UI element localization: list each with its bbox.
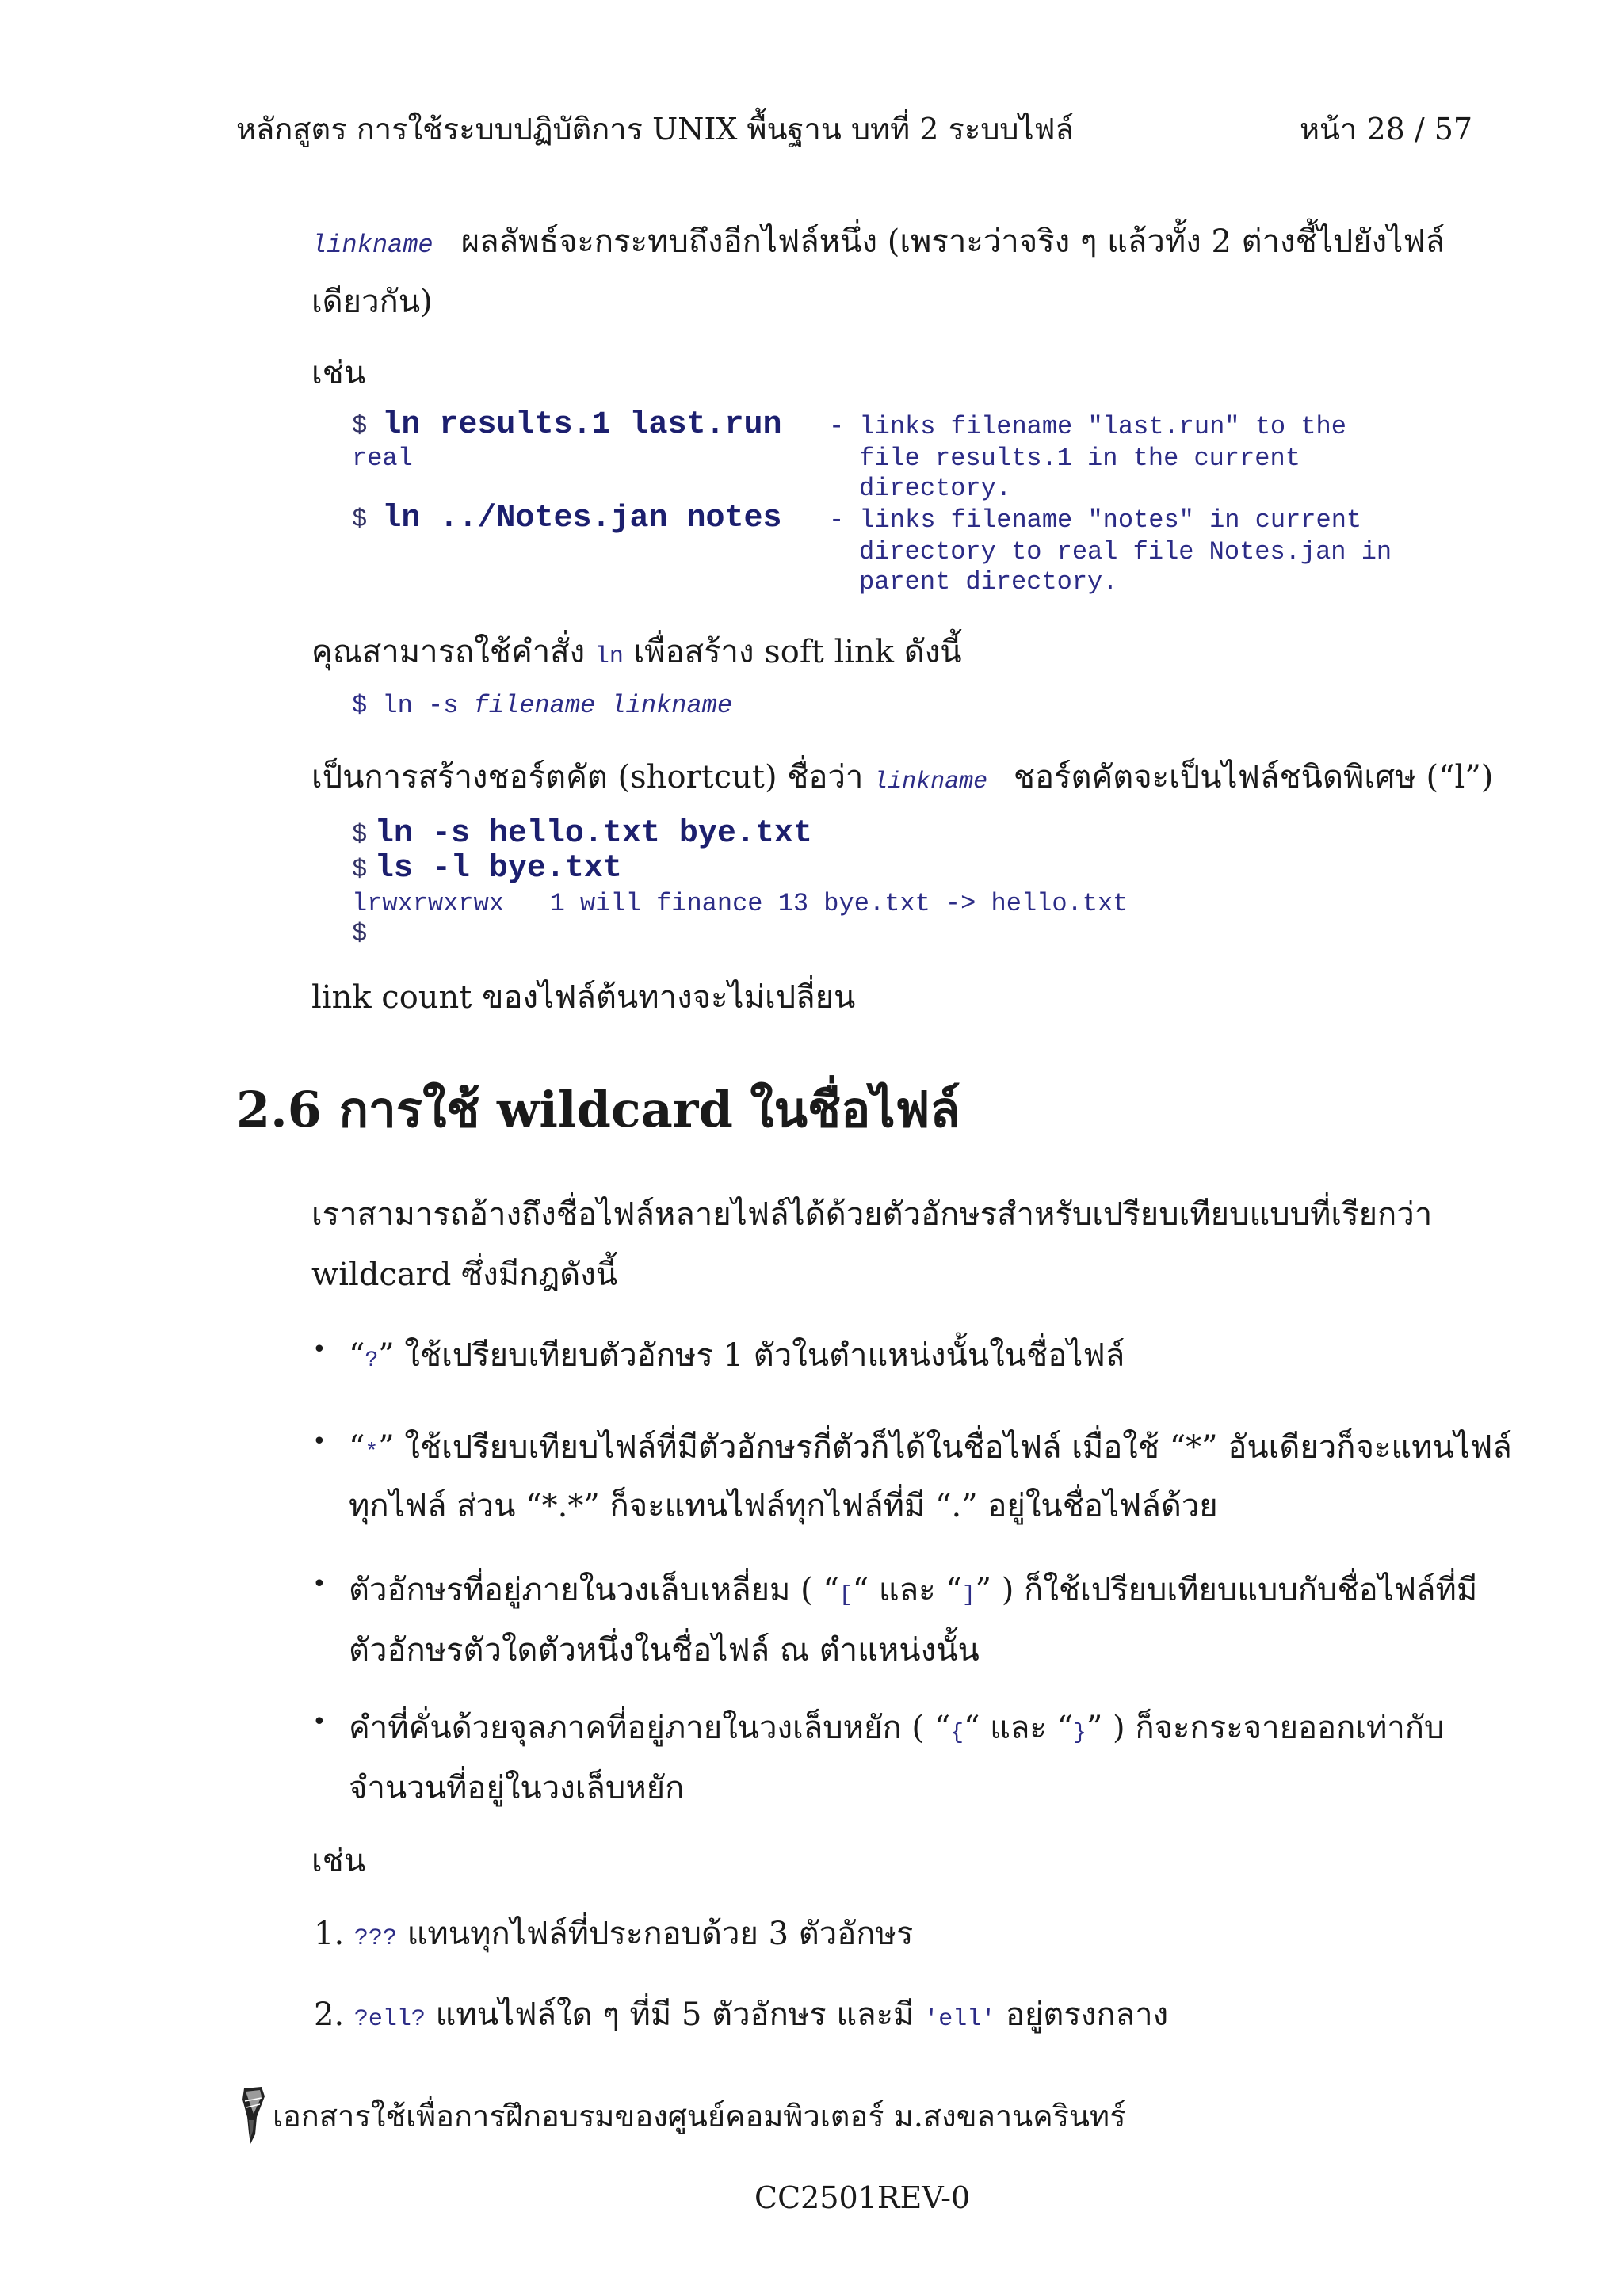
syntax-arg-linkname: linkname <box>610 691 733 720</box>
bullet-item-4 <box>349 1702 1444 1753</box>
bullet-text: ” ใช้เปรียบเทียบตัวอักษร 1 ตัวในตำแหน่งนั้นในชื่อไฟล์ <box>378 1337 1125 1374</box>
terminal-line-2 <box>352 851 1303 887</box>
bullet-item-4-line2: จำนวนที่อยู่ในวงเล็บหยัก <box>349 1770 685 1806</box>
prompt: $ <box>352 820 368 849</box>
section-intro-2: wildcard ซึ่งมีกฎดังนี้ <box>311 1257 618 1293</box>
numbered-item-1 <box>314 1908 913 1958</box>
bullet-item-1 <box>349 1329 1125 1380</box>
bullet-text: “ และ “ <box>852 1572 962 1608</box>
shortcut-code: linkname <box>873 769 988 795</box>
wildcard-code: ] <box>961 1583 976 1608</box>
bullet-text: ” ) ก็จะกระจายออกเท่ากับ <box>1086 1710 1445 1746</box>
command: ls -l bye.txt <box>374 851 622 887</box>
ln-example-desc-1a: - links filename "last.run" to the <box>829 412 1346 441</box>
pattern-code: ?ell? <box>353 2006 426 2033</box>
example-label: เช่น <box>311 355 366 391</box>
running-header-title: หลักสูตร การใช้ระบบปฏิบัติการ UNIX พื้นฐาน บทที่ 2 ระบบไฟล์ <box>236 112 1074 147</box>
bullet-marker: • <box>312 1570 327 1598</box>
command: ln results.1 last.run <box>382 407 782 443</box>
item-number: 1. <box>314 1916 345 1952</box>
terminal-prompt-end: $ <box>352 919 368 948</box>
prompt: $ <box>352 855 368 884</box>
footer-note: เอกสารใช้เพื่อการฝึกอบรมของศูนย์คอมพิวเตอร์ ม.สงขลานครินทร์ <box>273 2099 1126 2134</box>
terminal-line-1 <box>352 816 1303 852</box>
prompt: $ <box>352 505 368 534</box>
numbered-item-2 <box>314 1989 1168 2039</box>
bullet-marker: • <box>312 1336 327 1363</box>
bullet-item-2 <box>349 1421 1512 1472</box>
bullet-text: ” ใช้เปรียบเทียบไฟล์ที่มีตัวอักษรกี่ตัวก็ได้ในชื่อไฟล์ เมื่อใช้ “*” อันเดียวก็จะแทนไฟล์ <box>378 1429 1512 1466</box>
intro-text-2: เดียวกัน) <box>311 284 433 320</box>
command: ln ../Notes.jan notes <box>382 501 782 536</box>
linkname-term: linkname <box>311 231 433 260</box>
document-code: CC2501REV-0 <box>754 2180 971 2215</box>
intro-text-1: ผลลัพธ์จะกระทบถึงอีกไฟล์หนึ่ง (เพราะว่าจริง ๆ แล้วทั้ง 2 ต่างชี้ไปยังไฟล์ <box>460 223 1445 260</box>
shortcut-text-after: ชอร์ตคัตจะเป็นไฟล์ชนิดพิเศษ (“l”) <box>1013 759 1494 795</box>
command: ln -s hello.txt bye.txt <box>374 816 812 852</box>
terminal-output: lrwxrwxrwx 1 will finance 13 bye.txt -> hello.txt <box>352 889 1128 918</box>
page-number: หน้า 28 / 57 <box>1300 112 1473 147</box>
item-text: แทนไฟล์ใด ๆ ที่มี 5 ตัวอักษร และมี <box>435 1997 915 2033</box>
bullet-text: “ <box>349 1429 365 1466</box>
bullet-text: ตัวอักษรที่อยู่ภายในวงเล็บเหลี่ยม ( “ <box>349 1572 839 1608</box>
shortcut-text-before: เป็นการสร้างชอร์ตคัต (shortcut) ชื่อว่า <box>311 759 864 795</box>
wildcard-code: { <box>950 1721 964 1745</box>
bullet-text: ” ) ก็ใช้เปรียบเทียบแบบกับชื่อไฟล์ที่มี <box>975 1572 1478 1608</box>
prompt: $ <box>352 411 368 441</box>
bullet-text: “ <box>349 1337 365 1374</box>
softlink-text-before: คุณสามารถใช้คำสั่ง <box>311 634 586 670</box>
item-number: 2. <box>314 1997 345 2033</box>
example-label-2: เช่น <box>311 1843 366 1879</box>
bullet-item-3-line2: ตัวอักษรตัวใดตัวหนึ่งในชื่อไฟล์ ณ ตำแหน่งนั้น <box>349 1632 980 1669</box>
wildcard-code: [ <box>838 1583 853 1608</box>
pattern-code-2: 'ell' <box>924 2006 996 2033</box>
ln-example-desc-2b: directory to real file Notes.jan in <box>859 537 1392 566</box>
ln-example-wrap: real <box>352 444 413 473</box>
shortcut-line <box>311 751 1493 802</box>
item-text-2: อยู่ตรงกลาง <box>1005 1997 1169 2033</box>
bullet-marker: • <box>312 1708 327 1736</box>
section-intro-1: เราสามารถอ้างถึงชื่อไฟล์หลายไฟล์ได้ด้วยตัวอักษรสำหรับเปรียบเทียบแบบที่เรียกว่า <box>311 1196 1433 1233</box>
softlink-syntax <box>352 691 732 720</box>
bullet-item-2-line2: ทุกไฟล์ ส่วน “*.*” ก็จะแทนไฟล์ทุกไฟล์ที่มี “.” อยู่ในชื่อไฟล์ด้วย <box>349 1488 1218 1524</box>
softlink-intro <box>311 626 962 677</box>
bullet-item-3 <box>349 1564 1477 1615</box>
ln-example-desc-2a: - links filename "notes" in current <box>829 505 1362 535</box>
bullet-marker: • <box>312 1428 327 1455</box>
bullet-text: คำที่คั่นด้วยจุลภาคที่อยู่ภายในวงเล็บหยัก ( “ <box>349 1710 951 1746</box>
item-text: แทนทุกไฟล์ที่ประกอบด้วย 3 ตัวอักษร <box>407 1916 914 1952</box>
syntax-prefix: $ ln -s <box>352 691 459 720</box>
link-count-note: link count ของไฟล์ต้นทางจะไม่เปลี่ยน <box>311 979 856 1016</box>
syntax-arg-filename: filename <box>473 691 596 720</box>
ln-inline-code: ln <box>594 643 624 670</box>
wildcard-code: } <box>1073 1721 1086 1745</box>
wildcard-code: ? <box>365 1348 379 1373</box>
bullet-text: “ และ “ <box>963 1710 1074 1746</box>
pen-nib-icon <box>238 2085 271 2149</box>
wildcard-code: * <box>365 1440 379 1465</box>
intro-line-1 <box>311 215 1445 266</box>
pattern-code: ??? <box>353 1925 397 1952</box>
ln-example-desc-1c: directory. <box>859 474 1012 503</box>
ln-example-desc-1b: file results.1 in the current <box>859 444 1300 473</box>
ln-example-desc-2c: parent directory. <box>859 567 1118 597</box>
softlink-text-after: เพื่อสร้าง soft link ดังนี้ <box>633 634 962 670</box>
section-heading: 2.6 การใช้ wildcard ในชื่อไฟล์ <box>236 1081 960 1138</box>
